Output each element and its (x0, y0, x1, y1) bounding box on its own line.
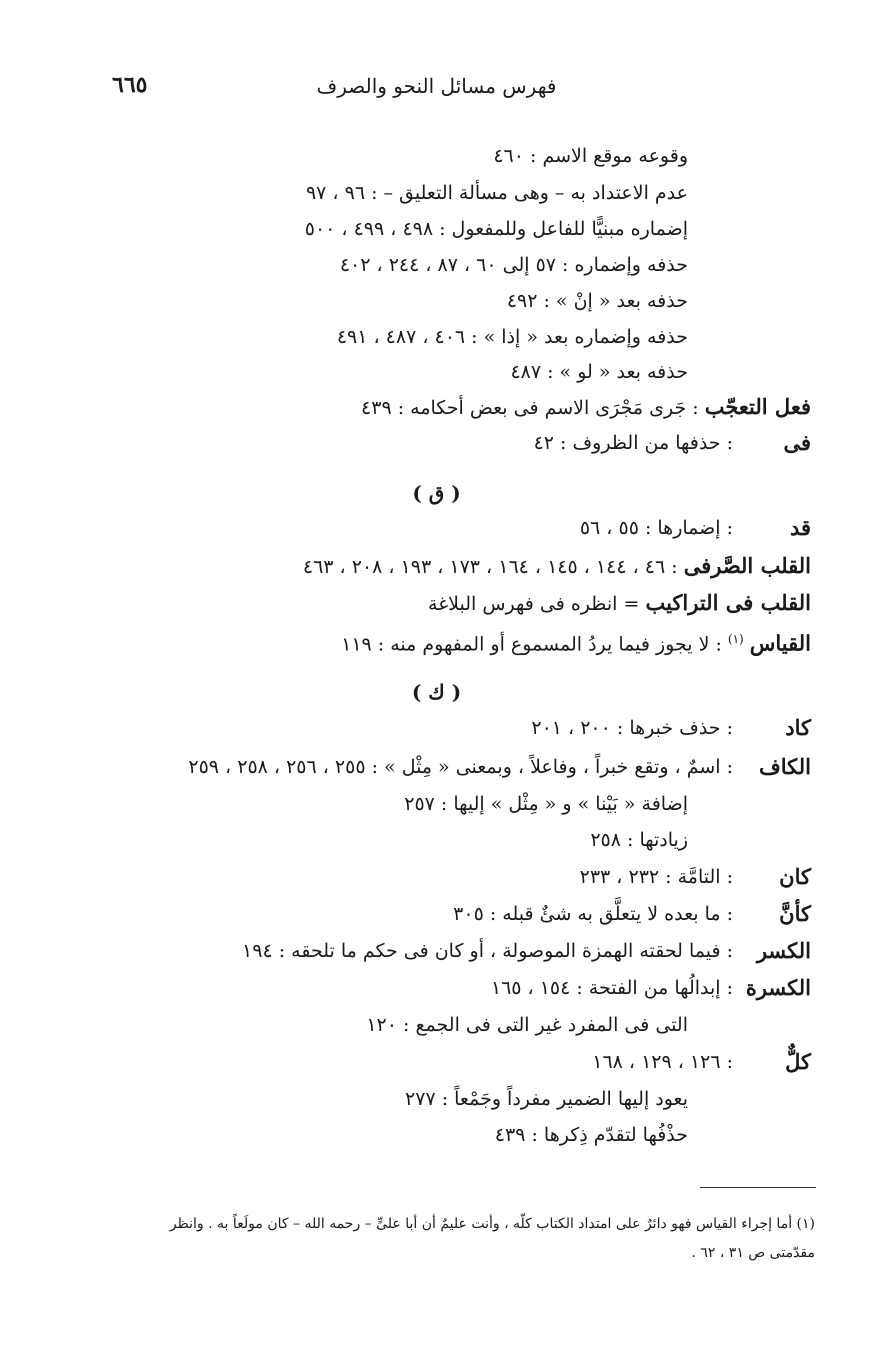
entry-text-kasra: : إبدالُها من الفتحة : ١٥٤ ، ١٦٥ (490, 977, 733, 999)
index-subentry: إضافة « بَيْنا » و « مِثْل » إليها : ٢٥٧ (404, 793, 688, 815)
entry-text-kana: : التامَّة : ٢٣٢ ، ٢٣٣ (579, 866, 733, 888)
entry-text: : ٤٦ ، ١٤٤ ، ١٤٥ ، ١٦٤ ، ١٧٣ ، ١٩٣ ، ٢٠٨ ، ٤٦٣ (302, 556, 678, 578)
index-subentry: يعود إليها الضمير مفرداً وجَمْعاً : ٢٧٧ (405, 1088, 688, 1110)
entry-term: القلب الصَّرفى (683, 553, 811, 578)
entry-text-kasr: : فيما لحقته الهمزة الموصولة ، أو كان فى حكم ما تلحقه : ١٩٤ (242, 940, 733, 962)
entry-text-qad: : إضمارها : ٥٥ ، ٥٦ (579, 517, 733, 539)
index-subentry: وقوعه موقع الاسم : ٤٦٠ (493, 145, 688, 167)
index-entry-taajjub (361, 392, 811, 423)
index-entry-qalb-tarakib (428, 588, 811, 619)
entry-term-kasr: الكسر (756, 938, 811, 963)
footnote-line: مقدّمتى ص ٣١ ، ٦٢ . (691, 1245, 815, 1261)
entry-term: القياس (749, 630, 811, 656)
index-subentry: زيادتها : ٢٥٨ (590, 829, 688, 851)
entry-text: = انظره فى فهرس البلاغة (428, 593, 640, 615)
entry-term: القلب فى التراكيب (645, 590, 811, 615)
entry-term: فعل التعجّب (704, 394, 811, 419)
entry-term-kada: كاد (785, 715, 811, 740)
index-subentry: عدم الاعتداد به – وهى مسألة التعليق – : ٩٦ ، ٩٧ (305, 182, 688, 204)
footnote-line: (١) أما إجراء القياس فهو دائرٌ على امتداد الكتاب كلّه ، وأنت عليمٌ أن أبا علىٍّ – رحمه الله – كان مولَعاً به . وانظر (169, 1216, 815, 1232)
entry-text-kaanna: : ما بعده لا يتعلَّق به شئٌ قبله : ٣٠٥ (453, 903, 733, 925)
entry-text: : جَرى مَجْرَى الاسم فى بعض أحكامه : ٤٣٩ (361, 397, 699, 419)
index-entry-qiyas (341, 624, 811, 659)
index-entry-qalb-sarfi (303, 551, 811, 582)
entry-text-kull: : ١٢٦ ، ١٢٩ ، ١٦٨ (592, 1051, 733, 1073)
entry-term-kasra: الكسرة (745, 975, 811, 1000)
entry-text: : لا يجوز فيما يردُ المسموع أو المفهوم منه : ١١٩ (341, 633, 722, 656)
page-header (0, 72, 873, 106)
entry-term-kaanna: كأنَّ (779, 901, 811, 926)
running-title: فهرس مسائل النحو والصرف (316, 74, 557, 98)
entry-text-kada: : حذف خبرها : ٢٠٠ ، ٢٠١ (531, 717, 733, 739)
page-number: ٦٦٥ (112, 72, 148, 98)
index-subentry: حذفه وإضماره بعد « إذا » : ٤٠٦ ، ٤٨٧ ، ٤٩١ (336, 326, 688, 348)
entry-text-fi: : حذفها من الظروف : ٤٢ (533, 432, 733, 454)
entry-term-kana: كان (779, 864, 811, 889)
index-subentry: إضماره مبنيًّا للفاعل وللمفعول : ٤٩٨ ، ٤٩٩ ، ٥٠٠ (304, 218, 688, 240)
index-subentry: حذفه بعد « لو » : ٤٨٧ (510, 361, 688, 383)
entry-term-fi: فى (783, 430, 811, 455)
index-subentry: حذفه وإضماره : ٥٧ إلى ٦٠ ، ٨٧ ، ٢٤٤ ، ٤٠٢ (339, 254, 688, 276)
entry-term-qad: قد (789, 515, 811, 540)
entry-text-kaf: : اسمٌ ، وتقع خبراً ، وفاعلاً ، وبمعنى « مِثْل » : ٢٥٥ ، ٢٥٦ ، ٢٥٨ ، ٢٥٩ (188, 756, 733, 778)
entry-term-kaf: الكاف (759, 754, 811, 779)
section-heading-qaf: ( ق ) (412, 481, 461, 505)
index-subentry: حذفه بعد « إنْ » : ٤٩٢ (506, 290, 688, 312)
footnote-divider (700, 1187, 816, 1188)
index-subentry: حذْفُها لتقدّم ذِكرها : ٤٣٩ (494, 1124, 688, 1146)
footnote-marker[interactable]: (١) (727, 632, 744, 646)
section-heading-kaf: ( ك ) (411, 680, 462, 704)
entry-term-kull: كلٌّ (785, 1049, 811, 1074)
index-subentry: التى فى المفرد غير التى فى الجمع : ١٢٠ (366, 1014, 688, 1036)
